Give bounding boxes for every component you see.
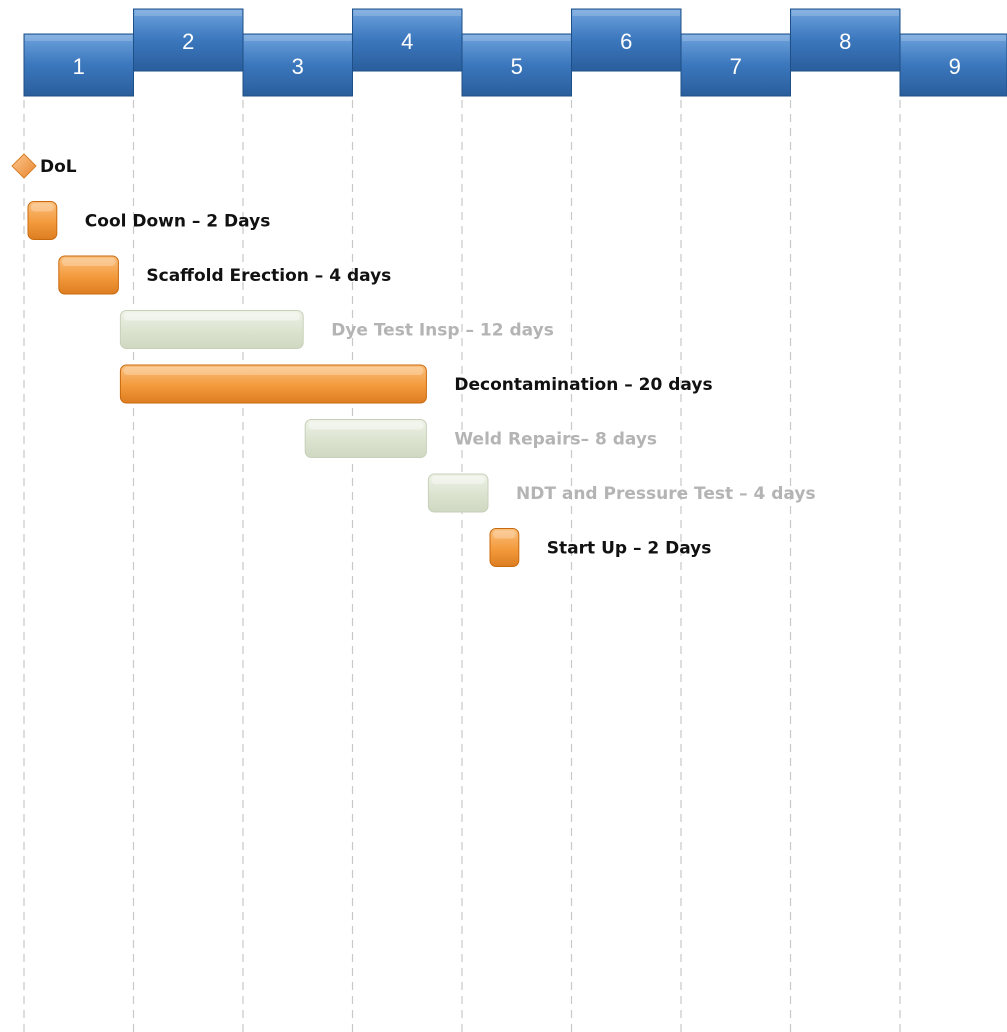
week-label-1: 1 [72,54,85,79]
week-label-6: 6 [620,29,633,54]
week-label-8: 8 [839,29,852,54]
week-label-2: 2 [182,29,195,54]
task-bar-highlight [62,258,116,266]
week-header-highlight [573,10,681,16]
week-header-highlight [354,10,462,16]
task-label-6: NDT and Pressure Test – 4 days [516,484,816,504]
task-label-1: Cool Down – 2 Days [84,211,271,232]
week-header-highlight [901,35,1006,41]
task-label-2: Scaffold Erection – 4 days [146,266,392,286]
task-labels [40,157,816,559]
week-gridlines [24,100,900,1032]
task-label-7: Start Up – 2 Days [546,538,712,559]
week-header-highlight [244,35,352,41]
task-bar-highlight [493,531,516,539]
task-label-4: Decontamination – 20 days [454,375,713,395]
week-header-highlight [792,10,900,16]
milestone-label: DoL [40,157,77,177]
week-header-highlight [25,35,133,41]
week-label-3: 3 [291,54,304,79]
task-bar-highlight [123,313,300,321]
week-label-5: 5 [510,54,523,79]
week-header-highlight [463,35,571,41]
week-label-9: 9 [948,54,961,79]
task-label-3: Dye Test Insp – 12 days [331,320,554,341]
week-header-highlight [135,10,243,16]
week-header-highlight [682,35,790,41]
week-header [24,9,1007,96]
task-label-5: Weld Repairs– 8 days [454,429,658,450]
milestone-diamond-icon [12,154,36,178]
week-label-7: 7 [729,54,742,79]
task-bar-highlight [123,367,423,375]
task-bar-highlight [31,204,54,212]
task-bar-highlight [308,422,423,430]
week-label-4: 4 [401,29,414,54]
task-bar-highlight [431,476,485,484]
